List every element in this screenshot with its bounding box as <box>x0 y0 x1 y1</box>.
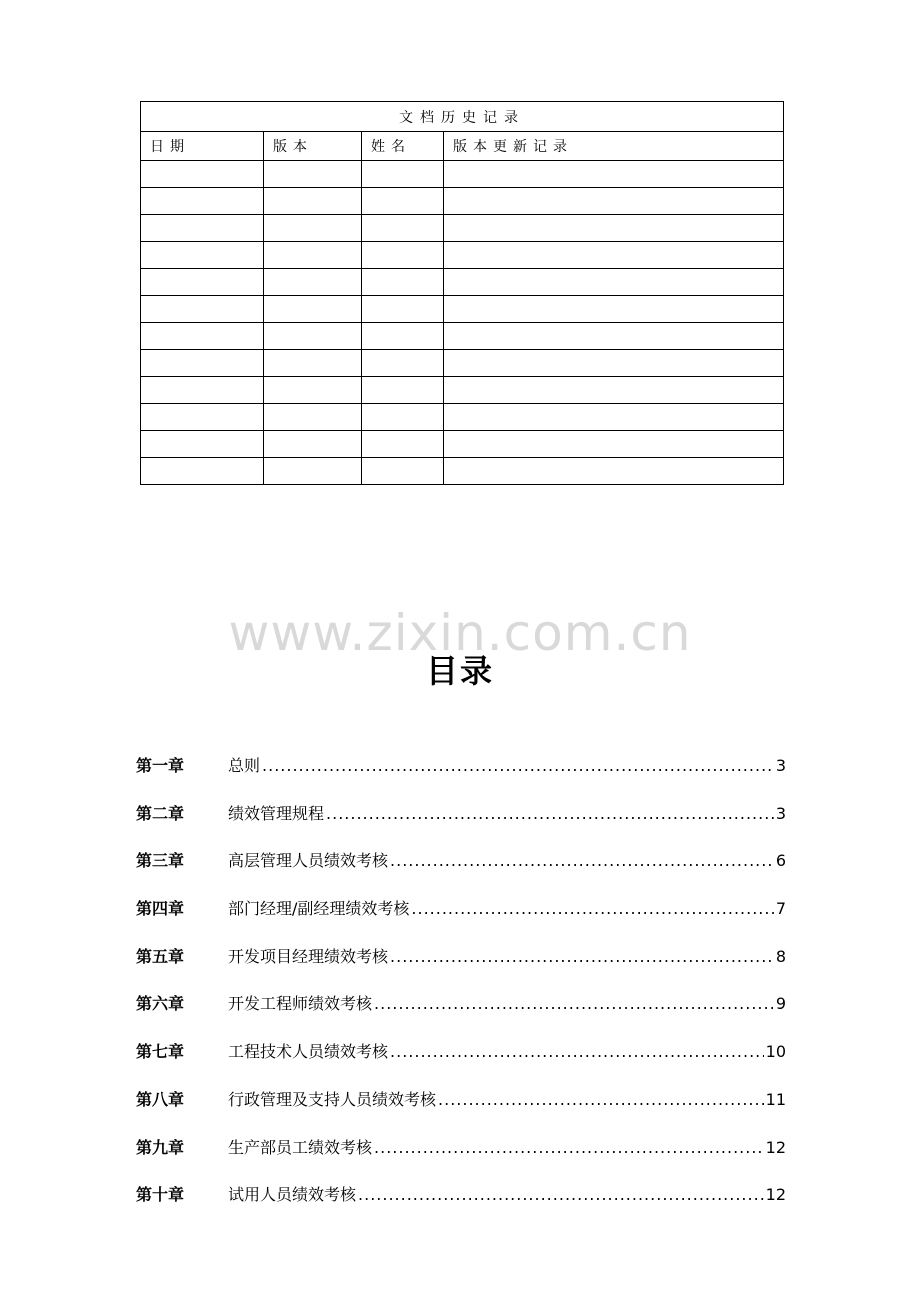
table-row <box>141 377 784 404</box>
cell-update-record <box>444 431 784 458</box>
cell-date <box>141 296 264 323</box>
cell-name <box>362 377 444 404</box>
toc-page-number: 12 <box>765 1137 786 1157</box>
toc-chapter-heading: 试用人员绩效考核 <box>228 1185 357 1205</box>
toc-entry[interactable] <box>136 943 786 991</box>
toc-leader-dots <box>411 895 773 923</box>
toc-chapter-heading: 高层管理人员绩效考核 <box>228 851 389 871</box>
toc-chapter-heading: 开发项目经理绩效考核 <box>228 946 389 966</box>
cell-name <box>362 431 444 458</box>
cell-update-record <box>444 215 784 242</box>
toc-entry[interactable] <box>136 752 786 800</box>
toc-leader-dots <box>438 1086 764 1114</box>
cell-update-record <box>444 242 784 269</box>
toc-chapter-number: 第三章 <box>136 851 185 871</box>
cell-date <box>141 431 264 458</box>
toc-entry[interactable] <box>136 800 786 848</box>
toc-chapter-heading: 总则 <box>228 756 261 775</box>
table-of-contents <box>136 752 786 1229</box>
cell-version <box>264 296 362 323</box>
cell-version <box>264 458 362 485</box>
history-table-title: 文档历史记录 <box>141 102 784 132</box>
toc-leader-dots <box>390 1038 764 1066</box>
toc-chapter-heading: 开发工程师绩效考核 <box>228 994 373 1014</box>
toc-leader-dots <box>390 943 774 971</box>
column-header-update-record: 版本更新记录 <box>444 132 784 161</box>
toc-leader-dots <box>390 847 774 875</box>
table-row <box>141 296 784 323</box>
toc-chapter-number: 第七章 <box>136 1042 185 1062</box>
table-row <box>141 215 784 242</box>
toc-entry[interactable] <box>136 1038 786 1086</box>
cell-update-record <box>444 458 784 485</box>
toc-page-number: 3 <box>775 803 786 823</box>
toc-chapter-number: 第五章 <box>136 946 185 966</box>
toc-entry[interactable] <box>136 895 786 943</box>
cell-name <box>362 458 444 485</box>
toc-entry[interactable] <box>136 847 786 895</box>
toc-leader-dots <box>262 752 774 780</box>
cell-version <box>264 377 362 404</box>
table-row <box>141 404 784 431</box>
cell-name <box>362 161 444 188</box>
table-row <box>141 188 784 215</box>
toc-leader-dots <box>374 990 774 1018</box>
toc-chapter-number: 第九章 <box>136 1137 185 1157</box>
toc-page-number: 11 <box>765 1089 786 1109</box>
toc-chapter-number: 第六章 <box>136 994 185 1014</box>
toc-page-number: 10 <box>765 1042 786 1062</box>
toc-chapter-number: 第十章 <box>136 1185 185 1205</box>
cell-name <box>362 404 444 431</box>
cell-name <box>362 323 444 350</box>
cell-date <box>141 161 264 188</box>
toc-chapter-heading: 生产部员工绩效考核 <box>228 1137 373 1157</box>
toc-leader-dots <box>326 800 774 828</box>
toc-page-number: 6 <box>775 851 786 871</box>
cell-update-record <box>444 404 784 431</box>
toc-chapter-heading: 工程技术人员绩效考核 <box>228 1042 389 1062</box>
cell-update-record <box>444 269 784 296</box>
toc-chapter-heading: 行政管理及支持人员绩效考核 <box>228 1089 437 1109</box>
cell-date <box>141 242 264 269</box>
cell-version <box>264 188 362 215</box>
cell-update-record <box>444 296 784 323</box>
cell-version <box>264 404 362 431</box>
cell-date <box>141 350 264 377</box>
cell-name <box>362 296 444 323</box>
toc-entry[interactable] <box>136 1181 786 1229</box>
toc-leader-dots <box>374 1134 764 1162</box>
cell-date <box>141 404 264 431</box>
toc-chapter-number: 第一章 <box>136 756 185 775</box>
history-table-header-row <box>141 132 784 161</box>
toc-chapter-heading: 绩效管理规程 <box>228 803 325 823</box>
cell-date <box>141 188 264 215</box>
table-row <box>141 242 784 269</box>
toc-chapter-heading: 部门经理/副经理绩效考核 <box>228 899 410 919</box>
watermark: www.zixin.com.cn <box>228 604 692 662</box>
cell-update-record <box>444 161 784 188</box>
toc-page-number: 7 <box>775 899 786 919</box>
table-row <box>141 350 784 377</box>
table-row <box>141 323 784 350</box>
cell-version <box>264 350 362 377</box>
cell-name <box>362 350 444 377</box>
toc-page-number: 3 <box>775 756 786 775</box>
toc-page-number: 9 <box>775 994 786 1014</box>
cell-date <box>141 377 264 404</box>
toc-chapter-number: 第二章 <box>136 803 185 823</box>
cell-update-record <box>444 350 784 377</box>
cell-version <box>264 431 362 458</box>
toc-entry[interactable] <box>136 1086 786 1134</box>
table-row <box>141 161 784 188</box>
cell-version <box>264 323 362 350</box>
cell-update-record <box>444 377 784 404</box>
cell-name <box>362 215 444 242</box>
cell-date <box>141 269 264 296</box>
cell-date <box>141 323 264 350</box>
cell-version <box>264 269 362 296</box>
cell-version <box>264 242 362 269</box>
toc-title: 目录 <box>425 652 494 690</box>
cell-version <box>264 215 362 242</box>
cell-update-record <box>444 188 784 215</box>
cell-date <box>141 215 264 242</box>
cell-version <box>264 161 362 188</box>
column-header-name: 姓名 <box>362 132 444 161</box>
cell-name <box>362 269 444 296</box>
table-row <box>141 458 784 485</box>
toc-chapter-number: 第八章 <box>136 1089 185 1109</box>
column-header-version: 版本 <box>264 132 362 161</box>
toc-entry[interactable] <box>136 1134 786 1182</box>
cell-name <box>362 242 444 269</box>
document-history-table <box>140 101 784 485</box>
toc-entry[interactable] <box>136 990 786 1038</box>
table-row <box>141 269 784 296</box>
cell-update-record <box>444 323 784 350</box>
cell-name <box>362 188 444 215</box>
toc-chapter-number: 第四章 <box>136 899 185 919</box>
toc-page-number: 8 <box>775 946 786 966</box>
toc-page-number: 12 <box>765 1185 786 1205</box>
column-header-date: 日期 <box>141 132 264 161</box>
table-row <box>141 431 784 458</box>
toc-leader-dots <box>358 1181 764 1209</box>
cell-date <box>141 458 264 485</box>
